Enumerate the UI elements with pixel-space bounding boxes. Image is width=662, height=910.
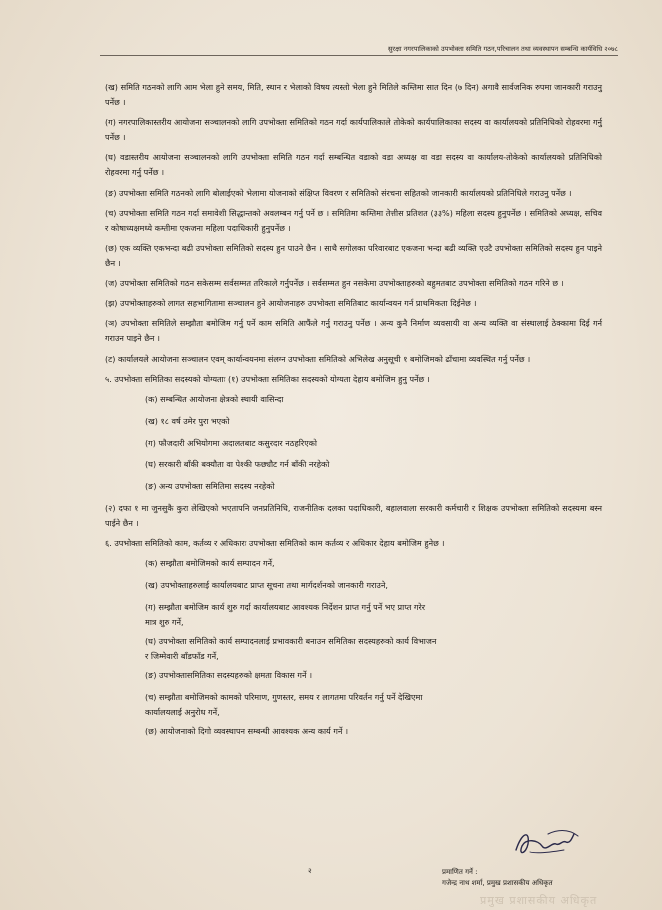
list-item <box>145 690 602 720</box>
certifier-name: गजेन्द्र नाथ शर्मा, प्रमुख प्रशासकीय अधिकृत <box>442 879 553 887</box>
paragraph-ta: (ट) कार्यालयले आयोजना सञ्चालन एवम् कार्यान्वयनमा संलग्न उपभोक्ता समितिको अभिलेख अनुसूची १ बमोजिमको ढाँचामा व्यवस्थित गर्नु पर्नेछ । <box>105 353 531 364</box>
paragraph-ja: (ज) उपभोक्ता समितिको गठन सकेसम्म सर्वसम्मत तरिकाले गर्नुपर्नेछ । सर्वसम्मत हुन नसकेमा उपभोक्ताहरुको बहुमतबाट उपभोक्ता समितिको गठन गरिने छ । <box>105 278 564 289</box>
paragraph-gha: (घ) वडास्तरीय आयोजना सञ्चालनको लागि उपभोक्ता समिति गठन गर्दा सम्बन्धित वडाको वडा अध्यक्ष वा वडा सदस्य वा कार्यालय-तोकेको कार्यालयको प्रतिनिधिको रोहवरमा गर्नु पर्नेछ । <box>105 152 602 178</box>
list-item: (क) सम्बन्धित आयोजना क्षेत्रको स्थायी वासिन्दा <box>145 393 284 404</box>
certification-block <box>442 867 553 889</box>
document-body <box>105 80 602 746</box>
list-item-line: (च) सम्झौता बमोजिमको कामको परिमाण, गुणस्तर, समय र लागतमा परिवर्तन गर्नु पर्ने देखिएमा <box>145 692 423 703</box>
list-item <box>145 556 602 571</box>
list-item: (ख) १८ वर्ष उमेर पुरा भएको <box>145 415 230 426</box>
paragraph-cha: (च) उपभोक्ता समिति गठन गर्दा समावेशी सिद्धान्तको अवलम्बन गर्नु पर्ने छ । समितिमा कम्तिमा तेत्तीस प्रतिशत (३३%) महिला सदस्य हुनुपर्नेछ । समितिको अध्यक्ष, सचिव र कोषाध्यक्षमध्ये कम्तीमा एकजना महिला पदाधिकारी हुनुपर्नेछ । <box>105 207 602 233</box>
list-item <box>145 600 602 630</box>
list-item <box>145 668 602 683</box>
faint-stamp: प्रमुख प्रशासकीय अधिकृत <box>480 894 598 907</box>
list-item-line: (क) सम्झौता बमोजिमको कार्य सम्पादन गर्ने, <box>145 558 275 569</box>
section-5-clause-2: (२) दफा १ मा जुनसुकै कुरा लेखिएको भएतापनि जनप्रतिनिधि, राजनीतिक दलका पदाधिकारी, बहालवाला सरकारी कर्मचारी र शिक्षक उपभोक्ता समितिको सदस्यमा बस्न पाईने छैन । <box>105 503 602 529</box>
section-6-list <box>145 556 602 739</box>
section-6-heading: ६. उपभोक्ता समितिको काम, कर्तव्य र अधिकारः उपभोक्ता समितिको काम कर्तव्य र अधिकार देहाय बमोजिम हुनेछ । <box>105 538 445 549</box>
list-item: (घ) सरकारी बाँकी बक्यौता वा पेश्की फछ्यौट गर्न बाँकी नरहेको <box>145 459 330 470</box>
list-item-line: (ख) उपभोक्ताहरुलाई कार्यालयबाट प्राप्त सूचना तथा मार्गदर्शनको जानकारी गराउने, <box>145 580 388 591</box>
list-item <box>145 724 602 739</box>
paragraph-nga: (ङ) उपभोक्ता समिति गठनको लागि बोलाईएको भेलामा योजनाको संक्षिप्त विवरण र समितिको संरचना सहितको जानकारी कार्यालयको प्रतिनिधिले गराउनु पर्नेछ । <box>105 187 572 198</box>
list-item-continuation: कार्यालयलाई अनुरोध गर्ने, <box>145 707 220 718</box>
header-rule <box>100 55 618 56</box>
list-item-continuation: मात्र शुरु गर्ने, <box>145 617 184 628</box>
paragraph-ga: (ग) नगरपालिकास्तरीय आयोजना सञ्चालनको लागि उपभोक्ता समितिको गठन गर्दा कार्यपालिकाले तोकेको कार्यपालिकाका सदस्य वा कार्यालयको प्रतिनिधिको रोहवरमा गर्नु पर्नेछ । <box>105 117 602 143</box>
paragraph-jha: (झ) उपभोक्ताहरुको लागत सहभागितामा सञ्चालन हुने आयोजनाहरु उपभोक्ता समितिबाट कार्यान्वयन गर्न प्राथमिकता दिईनेछ । <box>105 298 477 309</box>
list-item <box>145 578 602 593</box>
page-number: २ <box>308 867 312 875</box>
section-5-heading: ५. उपभोक्ता समितिका सदस्यको योग्यताः (१) उपभोक्ता समितिका सदस्यको योग्यता देहाय बमोजिम हुनु पर्नेछ । <box>105 373 430 384</box>
paragraph-kha: (ख) समिति गठनको लागि आम भेला हुने समय, मिति, स्थान र भेलाको विषय त्यस्तो भेला हुने मितिले कम्तिमा सात दिन (७ दिन) अगावै सार्वजनिक रुपमा जानकारी गराउनु पर्नेछ । <box>105 82 602 108</box>
list-item <box>145 634 602 664</box>
list-item-line: (छ) आयोजनाको दिगो व्यवस्थापन सम्बन्धी आवश्यक अन्य कार्य गर्ने । <box>145 726 349 737</box>
list-item-continuation: र जिम्मेवारी बाँडफाँड गर्ने, <box>145 651 219 662</box>
running-header: सुरक्षा नगरपालिकाको उपभोक्ता समिति गठन,परिचालन तथा व्यवस्थापन सम्बन्धि कार्यविधि २०७८ <box>387 45 618 53</box>
section-5-list <box>145 392 602 494</box>
paragraph-yna: (ञ) उपभोक्ता समितिले सम्झौता बमोजिम गर्नु पर्ने काम समिति आफैंले गर्नु गराउनु पर्नेछ । अन्य कुनै निर्माण व्यवसायी वा अन्य व्यक्ति वा संस्थालाई ठेक्कामा दिई गर्न गराउन पाइने छैन । <box>105 318 602 344</box>
list-item: (ग) फौजदारी अभियोगमा अदालतबाट कसुरदार नठहरिएको <box>145 437 317 448</box>
list-item: (ङ) अन्य उपभोक्ता समितिमा सदस्य नरहेको <box>145 481 275 492</box>
list-item-line: (घ) उपभोक्ता समितिको कार्य सम्पादनलाई प्रभावकारी बनाउन समितिका सदस्यहरुको कार्य विभाजन <box>145 636 437 647</box>
list-item-line: (ङ) उपभोक्तासमितिका सदस्यहरुको क्षमता विकास गर्ने । <box>145 670 313 681</box>
certified-label: प्रमाणित गर्ने : <box>442 868 478 876</box>
handwritten-signature <box>508 822 588 862</box>
list-item-line: (ग) सम्झौता बमोजिम कार्य शुरु गर्दा कार्यालयबाट आवश्यक निर्देशन प्राप्त गर्नु पर्ने भए प्राप्त गरेर <box>145 602 426 613</box>
paragraph-chha: (छ) एक व्यक्ति एकभन्दा बढी उपभोक्ता समितिको सदस्य हुन पाउने छैन । साथै सगोलका परिवारबाट एकजना भन्दा बढी व्यक्ति एउटै उपभोक्ता समितिको सदस्य हुन पाइने छैन । <box>105 242 602 268</box>
